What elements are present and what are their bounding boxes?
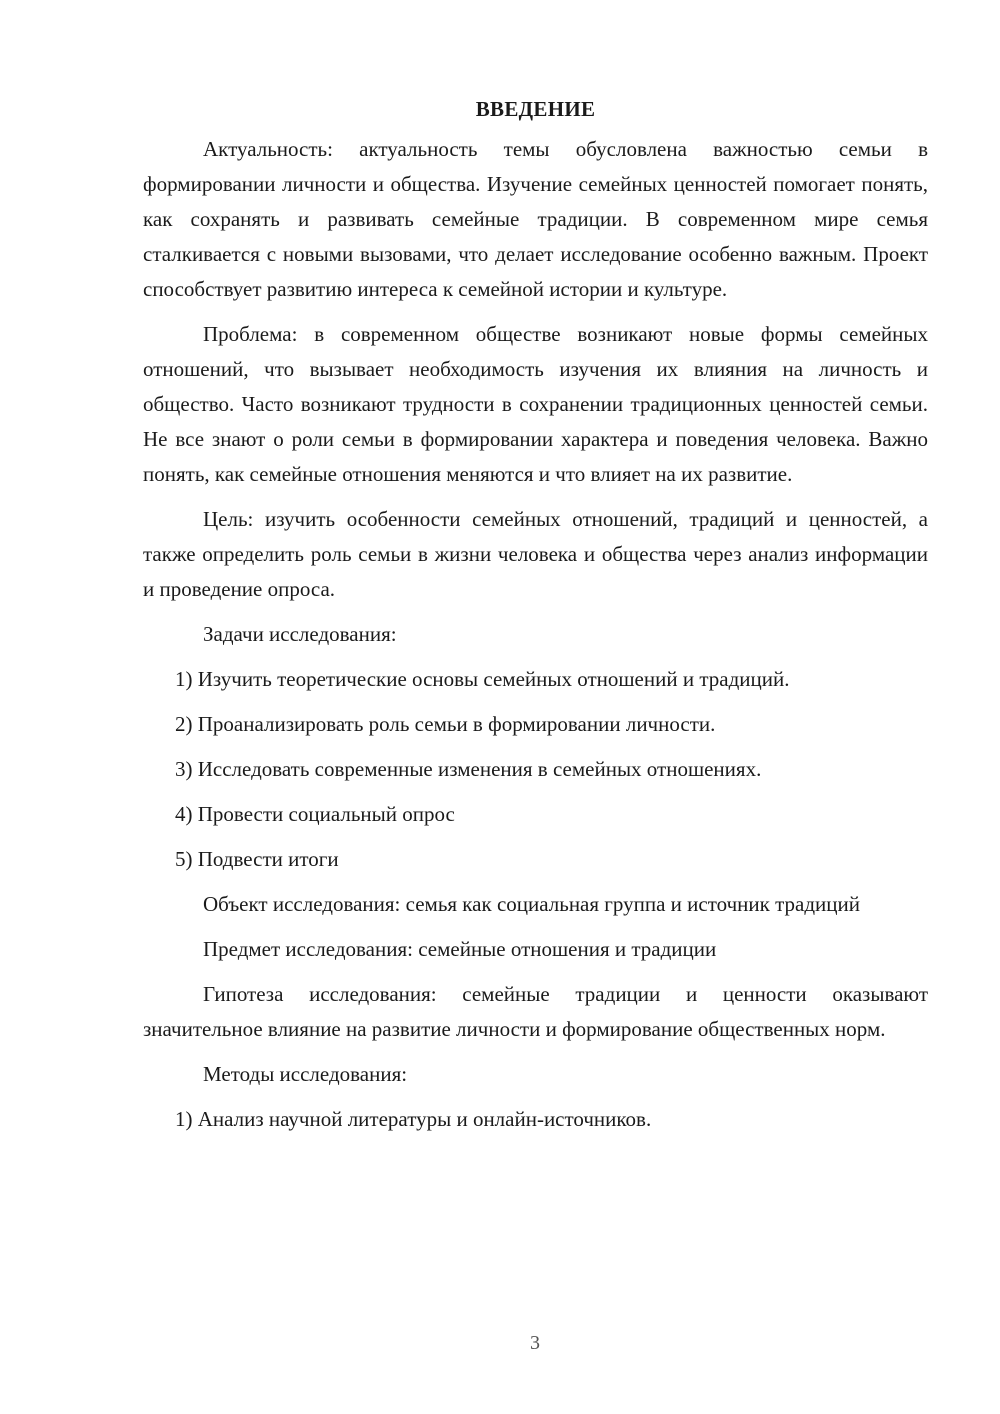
methods-list: [143, 1102, 928, 1137]
list-item: 3) Исследовать современные изменения в семейных отношениях.: [175, 757, 762, 781]
tasks-heading: Задачи исследования:: [203, 622, 397, 646]
page-title: ВВЕДЕНИЕ: [475, 97, 596, 121]
problem-paragraph: Проблема: в современном обществе возникают новые формы семейных отношений, что вызывает необходимость изучения их влияния на личность и общество. Часто возникают трудности в сохранении традиционных ценностей семьи. Не все знают о роли семьи в формировании характера и поведения человека. Важно понять, как семейные отношения меняются и что влияет на их развитие.: [143, 322, 928, 486]
methods-heading: Методы исследования:: [203, 1062, 408, 1086]
page-number: 3: [530, 1332, 540, 1354]
list-item: 2) Проанализировать роль семьи в формировании личности.: [175, 712, 716, 736]
list-item: 1) Изучить теоретические основы семейных отношений и традиций.: [175, 667, 790, 691]
relevance-paragraph: Актуальность: актуальность темы обусловлена важностью семьи в формировании личности и общества. Изучение семейных ценностей помогает понять, как сохранять и развивать семейные традиции. В современном мире семья сталкивается с новыми вызовами, что делает исследование особенно важным. Проект способствует развитию интереса к семейной истории и культуре.: [143, 137, 928, 301]
subject-paragraph: Предмет исследования: семейные отношения и традиции: [203, 937, 717, 961]
list-item: 5) Подвести итоги: [175, 847, 339, 871]
object-paragraph: Объект исследования: семья как социальная группа и источник традиций: [203, 892, 860, 916]
tasks-list: [143, 662, 928, 877]
list-item: 4) Провести социальный опрос: [175, 802, 455, 826]
document-page: [143, 92, 928, 1147]
list-item: 1) Анализ научной литературы и онлайн-источников.: [175, 1107, 652, 1131]
goal-paragraph: Цель: изучить особенности семейных отношений, традиций и ценностей, а также определить роль семьи в жизни человека и общества через анализ информации и проведение опроса.: [143, 507, 928, 601]
hypothesis-paragraph: Гипотеза исследования: семейные традиции и ценности оказывают значительное влияние на развитие личности и формирование общественных норм.: [143, 982, 928, 1041]
